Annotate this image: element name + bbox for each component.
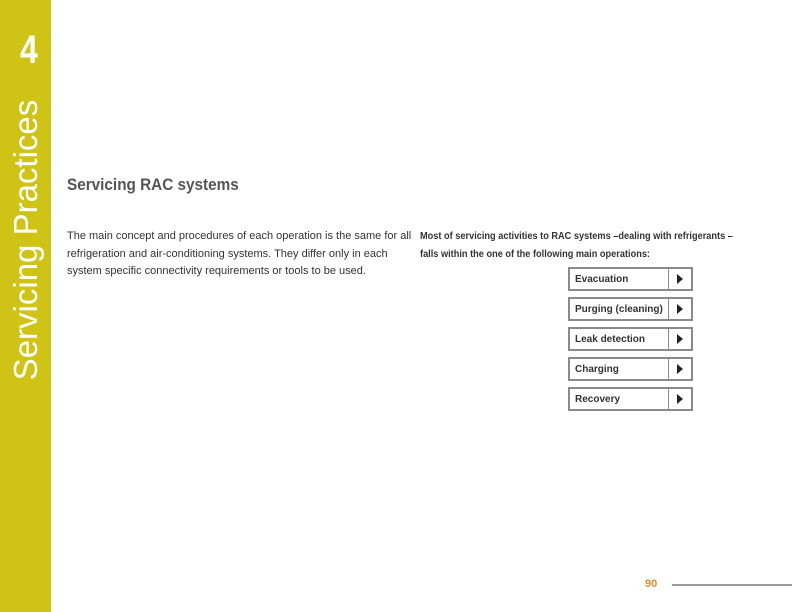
operations-list (568, 267, 693, 417)
triangle-right-icon (668, 389, 691, 409)
operation-charging-button[interactable] (568, 357, 693, 381)
chapter-title: Servicing Practices (7, 99, 44, 381)
operation-label: Charging (575, 363, 619, 375)
section-title: Servicing RAC systems (67, 175, 239, 194)
triangle-right-icon (668, 329, 691, 349)
operation-label: Recovery (575, 393, 621, 405)
operation-recovery-button[interactable] (568, 387, 693, 411)
operation-label: Evacuation (575, 273, 629, 285)
triangle-right-icon (668, 299, 691, 319)
chapter-number: 4 (20, 28, 38, 72)
intro-paragraph: The main concept and procedures of each operation is the same for all refrigeration and air-conditioning systems. They differ only in each system specific connectivity requirements or tools to be used. (67, 230, 412, 277)
operation-leak-detection-button[interactable] (568, 327, 693, 351)
operation-label: Leak detection (575, 333, 646, 345)
triangle-right-icon (668, 269, 691, 289)
operations-intro: Most of servicing activities to RAC systems –dealing with refrigerants – falls within the one of the following main operations: (420, 231, 733, 260)
operation-evacuation-button[interactable] (568, 267, 693, 291)
operation-purging-button[interactable] (568, 297, 693, 321)
chapter-sidebar (0, 0, 51, 612)
page-number: 90 (645, 578, 658, 590)
footer-divider (672, 584, 792, 586)
operation-label: Purging (cleaning) (575, 303, 663, 315)
triangle-right-icon (668, 359, 691, 379)
